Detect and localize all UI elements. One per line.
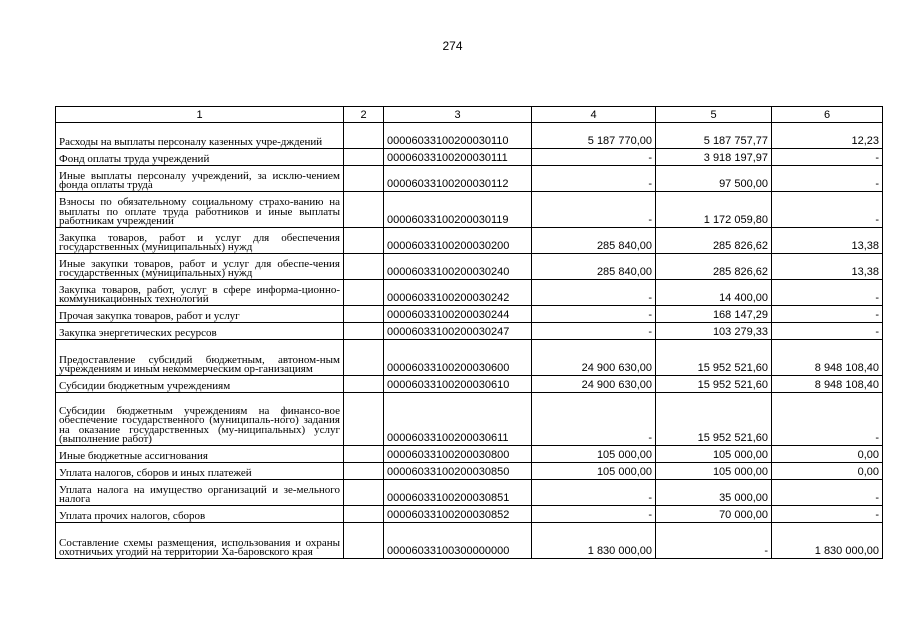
column-header: 2 <box>344 107 384 123</box>
row-col5-value: 285 826,62 <box>656 254 772 280</box>
page-number: 274 <box>442 39 463 53</box>
row-col5-value: 168 147,29 <box>656 306 772 323</box>
row-col2-cell <box>344 393 384 446</box>
row-col5-value: 15 952 521,60 <box>656 376 772 393</box>
row-col6-value: - <box>772 393 883 446</box>
row-col6-value: - <box>772 280 883 306</box>
row-col6-value: 12,23 <box>772 123 883 149</box>
row-col5-value: 103 279,33 <box>656 323 772 340</box>
row-col4-value: - <box>532 149 656 166</box>
table-row <box>56 323 883 340</box>
row-col2-cell <box>344 123 384 149</box>
row-col4-value: - <box>532 192 656 228</box>
row-col4-value: - <box>532 280 656 306</box>
row-code-cell: 00006033100200030112 <box>384 166 532 192</box>
row-col5-value: 15 952 521,60 <box>656 393 772 446</box>
table-row <box>56 280 883 306</box>
row-col2-cell <box>344 280 384 306</box>
row-code-cell: 00006033100200030610 <box>384 376 532 393</box>
table-row <box>56 166 883 192</box>
table-header-row <box>56 107 883 123</box>
row-col6-value: 8 948 108,40 <box>772 340 883 376</box>
column-header: 5 <box>656 107 772 123</box>
row-col6-value: 1 830 000,00 <box>772 523 883 559</box>
row-name-cell: Субсидии бюджетным учреждениям на финансо-вое обеспечение государственного (муниципаль-ного) задания на оказание государственных (му-ниципальных) услуг (выполнение работ) <box>56 393 344 446</box>
row-col6-value: - <box>772 323 883 340</box>
row-name-cell: Закупка товаров, работ, услуг в сфере информа-ционно-коммуникационных технологий <box>56 280 344 306</box>
row-col5-value: 285 826,62 <box>656 228 772 254</box>
row-col2-cell <box>344 480 384 506</box>
row-col4-value: 5 187 770,00 <box>532 123 656 149</box>
row-col6-value: 8 948 108,40 <box>772 376 883 393</box>
row-name-cell: Предоставление субсидий бюджетным, автоном-ным учреждениям и иным некоммерческим ор-ганизациям <box>56 340 344 376</box>
row-col2-cell <box>344 376 384 393</box>
row-col5-value: 70 000,00 <box>656 506 772 523</box>
row-name-cell: Закупка энергетических ресурсов <box>56 323 344 340</box>
row-col2-cell <box>344 228 384 254</box>
column-header: 4 <box>532 107 656 123</box>
row-col5-value: 105 000,00 <box>656 463 772 480</box>
table-row <box>56 192 883 228</box>
row-name-cell: Уплата прочих налогов, сборов <box>56 506 344 523</box>
row-col6-value: - <box>772 149 883 166</box>
row-col2-cell <box>344 446 384 463</box>
row-col4-value: 24 900 630,00 <box>532 376 656 393</box>
row-name-cell: Субсидии бюджетным учреждениям <box>56 376 344 393</box>
row-col6-value: 13,38 <box>772 254 883 280</box>
row-code-cell: 00006033100200030247 <box>384 323 532 340</box>
budget-table <box>55 106 883 559</box>
table-row <box>56 306 883 323</box>
table-row <box>56 123 883 149</box>
row-col4-value: - <box>532 323 656 340</box>
row-col5-value: 14 400,00 <box>656 280 772 306</box>
row-col6-value: - <box>772 506 883 523</box>
row-name-cell: Иные закупки товаров, работ и услуг для обеспе-чения государственных (муниципальных) нужд <box>56 254 344 280</box>
table-row <box>56 149 883 166</box>
row-code-cell: 00006033100200030600 <box>384 340 532 376</box>
column-header: 1 <box>56 107 344 123</box>
table-row <box>56 446 883 463</box>
row-code-cell: 00006033100200030200 <box>384 228 532 254</box>
row-name-cell: Фонд оплаты труда учреждений <box>56 149 344 166</box>
row-col2-cell <box>344 254 384 280</box>
row-col4-value: 105 000,00 <box>532 463 656 480</box>
column-header: 6 <box>772 107 883 123</box>
row-name-cell: Прочая закупка товаров, работ и услуг <box>56 306 344 323</box>
table-row <box>56 523 883 559</box>
row-col4-value: - <box>532 480 656 506</box>
row-col2-cell <box>344 340 384 376</box>
table-row <box>56 228 883 254</box>
row-code-cell: 00006033100200030800 <box>384 446 532 463</box>
row-code-cell: 00006033100200030851 <box>384 480 532 506</box>
table-row <box>56 376 883 393</box>
row-name-cell: Составление схемы размещения, использования и охраны охотничьих угодий на территории Ха-баровского края <box>56 523 344 559</box>
column-header: 3 <box>384 107 532 123</box>
row-col5-value: 105 000,00 <box>656 446 772 463</box>
row-col4-value: 285 840,00 <box>532 254 656 280</box>
table-row <box>56 340 883 376</box>
row-col5-value: 3 918 197,97 <box>656 149 772 166</box>
row-col4-value: 24 900 630,00 <box>532 340 656 376</box>
row-code-cell: 00006033100200030850 <box>384 463 532 480</box>
row-code-cell: 00006033100200030244 <box>384 306 532 323</box>
row-col6-value: - <box>772 192 883 228</box>
row-col4-value: 105 000,00 <box>532 446 656 463</box>
row-col2-cell <box>344 463 384 480</box>
row-col2-cell <box>344 523 384 559</box>
table-row <box>56 480 883 506</box>
row-col6-value: - <box>772 480 883 506</box>
row-col2-cell <box>344 192 384 228</box>
row-name-cell: Иные выплаты персоналу учреждений, за исклю-чением фонда оплаты труда <box>56 166 344 192</box>
row-col4-value: 285 840,00 <box>532 228 656 254</box>
table-row <box>56 463 883 480</box>
row-name-cell: Уплата налогов, сборов и иных платежей <box>56 463 344 480</box>
row-code-cell: 00006033100200030119 <box>384 192 532 228</box>
table-row <box>56 393 883 446</box>
row-col6-value: - <box>772 166 883 192</box>
row-col5-value: 1 172 059,80 <box>656 192 772 228</box>
row-col2-cell <box>344 323 384 340</box>
row-col5-value: 97 500,00 <box>656 166 772 192</box>
table-row <box>56 506 883 523</box>
row-code-cell: 00006033100200030111 <box>384 149 532 166</box>
row-col5-value: - <box>656 523 772 559</box>
row-name-cell: Взносы по обязательному социальному страхо-ванию на выплаты по оплате труда работников и иные выплаты работникам учреждений <box>56 192 344 228</box>
row-col6-value: 0,00 <box>772 463 883 480</box>
row-code-cell: 00006033100300000000 <box>384 523 532 559</box>
row-col2-cell <box>344 149 384 166</box>
row-col4-value: - <box>532 306 656 323</box>
row-col2-cell <box>344 506 384 523</box>
row-col2-cell <box>344 306 384 323</box>
table-row <box>56 254 883 280</box>
row-code-cell: 00006033100200030611 <box>384 393 532 446</box>
row-col5-value: 15 952 521,60 <box>656 340 772 376</box>
row-name-cell: Уплата налога на имущество организаций и зе-мельного налога <box>56 480 344 506</box>
row-code-cell: 00006033100200030110 <box>384 123 532 149</box>
row-code-cell: 00006033100200030242 <box>384 280 532 306</box>
row-col4-value: - <box>532 506 656 523</box>
row-name-cell: Закупка товаров, работ и услуг для обеспечения государственных (муниципальных) нужд <box>56 228 344 254</box>
row-code-cell: 00006033100200030240 <box>384 254 532 280</box>
row-col6-value: - <box>772 306 883 323</box>
row-col4-value: - <box>532 166 656 192</box>
row-col4-value: - <box>532 393 656 446</box>
row-col6-value: 0,00 <box>772 446 883 463</box>
row-col5-value: 35 000,00 <box>656 480 772 506</box>
row-code-cell: 00006033100200030852 <box>384 506 532 523</box>
row-col5-value: 5 187 757,77 <box>656 123 772 149</box>
row-col6-value: 13,38 <box>772 228 883 254</box>
row-col2-cell <box>344 166 384 192</box>
row-name-cell: Расходы на выплаты персоналу казенных учре-дждений <box>56 123 344 149</box>
row-col4-value: 1 830 000,00 <box>532 523 656 559</box>
row-name-cell: Иные бюджетные ассигнования <box>56 446 344 463</box>
